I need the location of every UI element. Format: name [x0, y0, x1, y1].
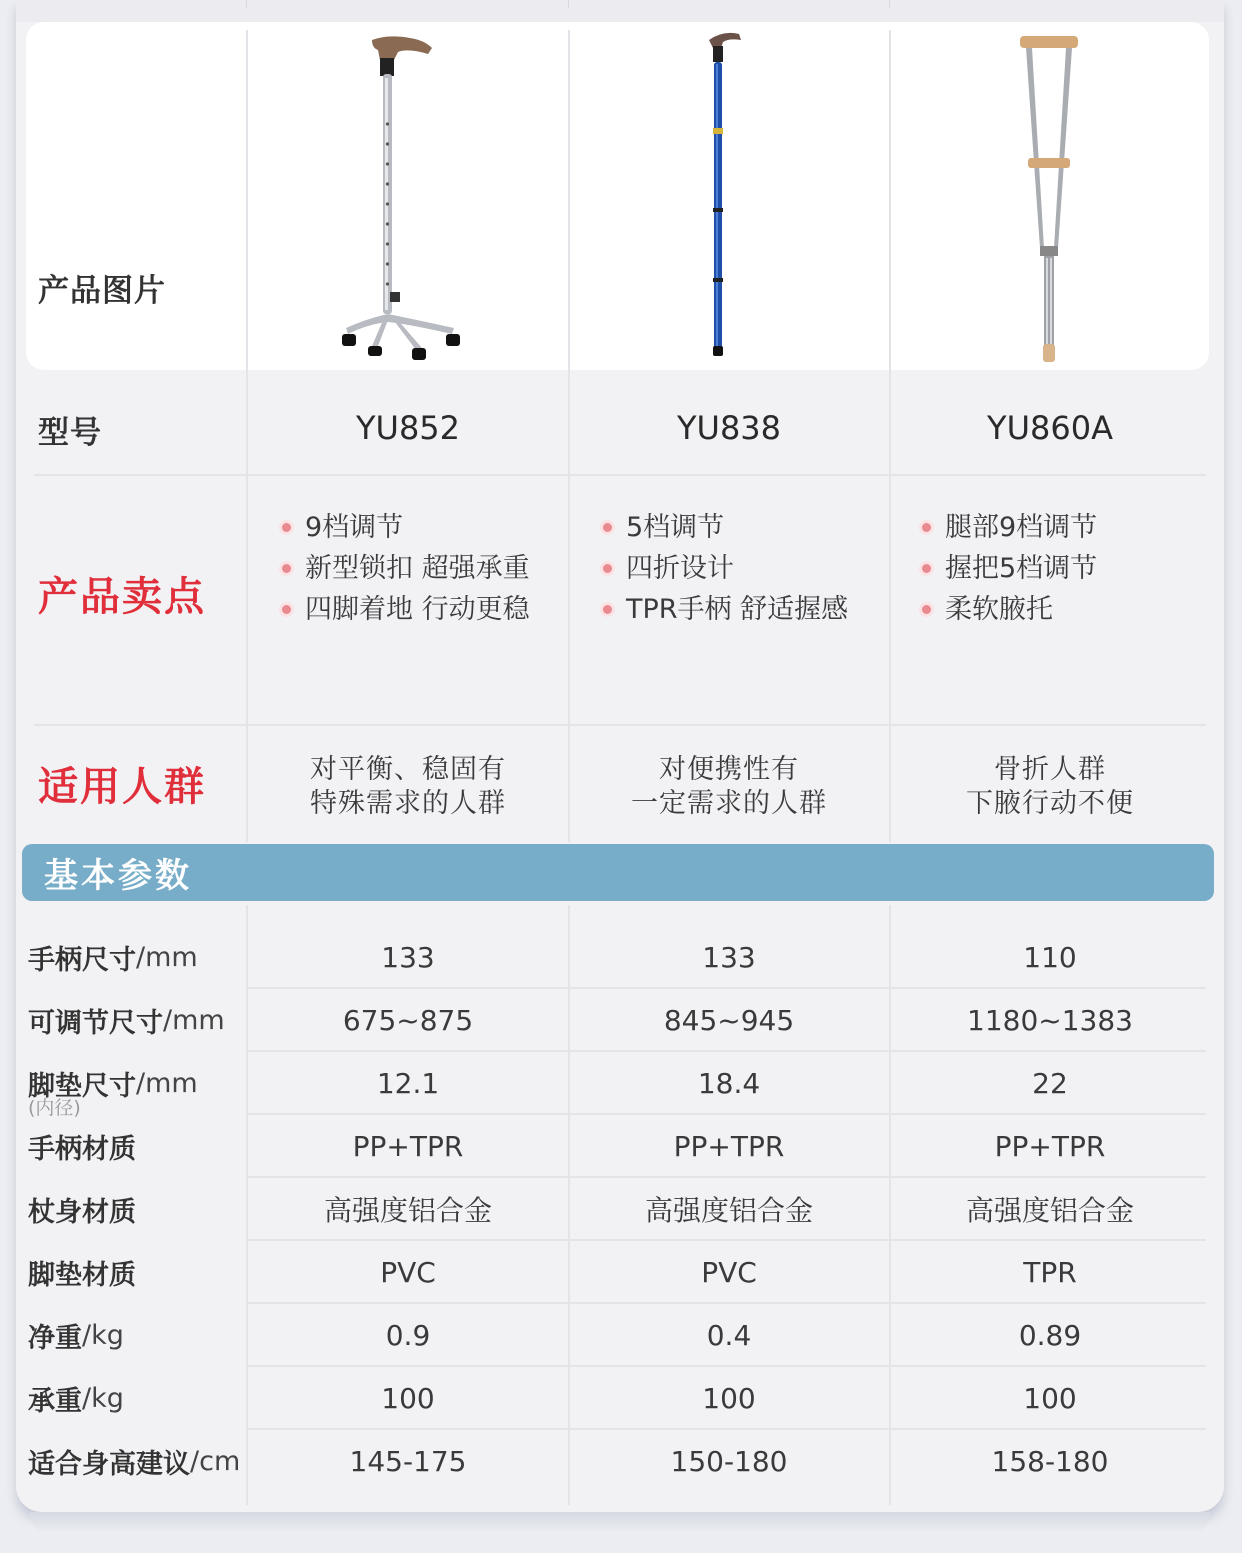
param-name: 手柄材质: [28, 1133, 136, 1165]
list-item: 腿部9档调节: [922, 507, 1097, 548]
param-name: 脚垫材质: [28, 1259, 136, 1291]
folding-cane-icon: [569, 28, 889, 364]
list-item: 9档调节: [282, 507, 530, 548]
section-title: 基本参数: [44, 856, 192, 896]
row-divider: [248, 987, 1206, 989]
param-value: PVC: [380, 1255, 436, 1289]
bullet-dot-icon: [922, 605, 931, 614]
param-value: 100: [1023, 1381, 1077, 1415]
top-strip: [16, 0, 1224, 22]
param-value: 0.4: [706, 1318, 752, 1352]
row-divider: [248, 1113, 1206, 1115]
row-divider: [248, 1239, 1206, 1241]
param-value: 145-175: [349, 1444, 467, 1478]
image-row-label: 产品图片: [38, 272, 166, 309]
param-label: [28, 1242, 136, 1302]
param-label: [28, 1179, 136, 1239]
model-yu838: YU838: [676, 409, 782, 447]
param-label: [28, 927, 198, 987]
selling-points-yu860a: [922, 507, 1097, 630]
param-name: 脚垫尺寸: [28, 1070, 136, 1102]
row-divider: [248, 1365, 1206, 1367]
param-value: 675~875: [342, 1003, 474, 1037]
bullet-dot-icon: [282, 523, 291, 532]
row-divider: [248, 1428, 1206, 1430]
param-label: [28, 1305, 124, 1365]
inner-diameter-note: (内径): [28, 1097, 81, 1119]
param-value: 1180~1383: [967, 1003, 1133, 1037]
param-value: 845~945: [663, 1003, 795, 1037]
param-label: [28, 1116, 136, 1176]
model-row-label: 型号: [38, 414, 102, 451]
param-unit: /cm: [190, 1445, 241, 1477]
param-unit: /mm: [163, 1004, 225, 1036]
bullet-dot-icon: [922, 523, 931, 532]
selling-points-yu838: [603, 507, 848, 630]
param-value: PP+TPR: [994, 1129, 1106, 1163]
selling-points-yu852: [282, 507, 530, 630]
bullet-dot-icon: [603, 564, 612, 573]
param-value: PP+TPR: [673, 1129, 785, 1163]
audience-label: 适用人群: [38, 763, 206, 810]
bullet-dot-icon: [922, 564, 931, 573]
list-item: 握把5档调节: [922, 548, 1097, 589]
param-value: 110: [1023, 940, 1077, 974]
param-value: 158-180: [991, 1444, 1109, 1478]
param-value: 高强度铝合金: [965, 1194, 1134, 1227]
list-item: TPR手柄 舒适握感: [603, 589, 848, 630]
audience-yu852: 对平衡、稳固有 特殊需求的人群: [310, 754, 506, 819]
bullet-dot-icon: [282, 564, 291, 573]
model-yu852: YU852: [355, 409, 461, 447]
param-value: 133: [702, 940, 756, 974]
param-unit: /kg: [82, 1319, 124, 1351]
param-label: [28, 1431, 240, 1491]
list-item: 柔软腋托: [922, 589, 1097, 630]
list-item: 5档调节: [603, 507, 848, 548]
param-name: 手柄尺寸: [28, 944, 136, 976]
param-name: 可调节尺寸: [28, 1007, 163, 1039]
param-label: [28, 1368, 124, 1428]
param-name: 杖身材质: [28, 1196, 136, 1228]
param-unit: /mm: [136, 1067, 198, 1099]
param-value: 100: [381, 1381, 435, 1415]
param-value: 100: [702, 1381, 756, 1415]
row-divider: [248, 1176, 1206, 1178]
param-value: 150-180: [670, 1444, 788, 1478]
bullet-dot-icon: [603, 605, 612, 614]
param-value: 133: [381, 940, 435, 974]
param-name: 净重: [28, 1322, 82, 1354]
param-unit: /mm: [136, 941, 198, 973]
param-value: 高强度铝合金: [323, 1194, 492, 1227]
param-value: 0.89: [1018, 1318, 1082, 1352]
param-value: 22: [1032, 1066, 1068, 1100]
quad-cane-icon: [248, 28, 568, 364]
bullet-dot-icon: [603, 523, 612, 532]
param-name: 适合身高建议: [28, 1448, 190, 1480]
section-header: [22, 844, 1214, 901]
audience-yu860a: 骨折人群 下腋行动不便: [966, 754, 1134, 819]
row-divider: [248, 1050, 1206, 1052]
param-value: 18.4: [697, 1066, 761, 1100]
param-value: TPR: [1023, 1255, 1077, 1289]
param-name: 承重: [28, 1385, 82, 1417]
bullet-dot-icon: [282, 605, 291, 614]
list-item: 四脚着地 行动更稳: [282, 589, 530, 630]
param-value: PVC: [701, 1255, 757, 1289]
list-item: 四折设计: [603, 548, 848, 589]
comparison-card: [16, 0, 1224, 1512]
model-yu860a: YU860A: [987, 409, 1113, 447]
row-divider: [248, 1302, 1206, 1304]
selling-points-label: 产品卖点: [38, 573, 206, 620]
crutch-icon: [890, 28, 1210, 364]
param-label: [28, 990, 225, 1050]
param-value: 12.1: [376, 1066, 440, 1100]
list-item: 新型锁扣 超强承重: [282, 548, 530, 589]
card-bottom-shadow: [30, 1512, 1210, 1534]
audience-yu838: 对便携性有 一定需求的人群: [631, 754, 827, 819]
param-value: 0.9: [385, 1318, 431, 1352]
param-value: 高强度铝合金: [644, 1194, 813, 1227]
param-unit: /kg: [82, 1382, 124, 1414]
param-value: PP+TPR: [352, 1129, 464, 1163]
